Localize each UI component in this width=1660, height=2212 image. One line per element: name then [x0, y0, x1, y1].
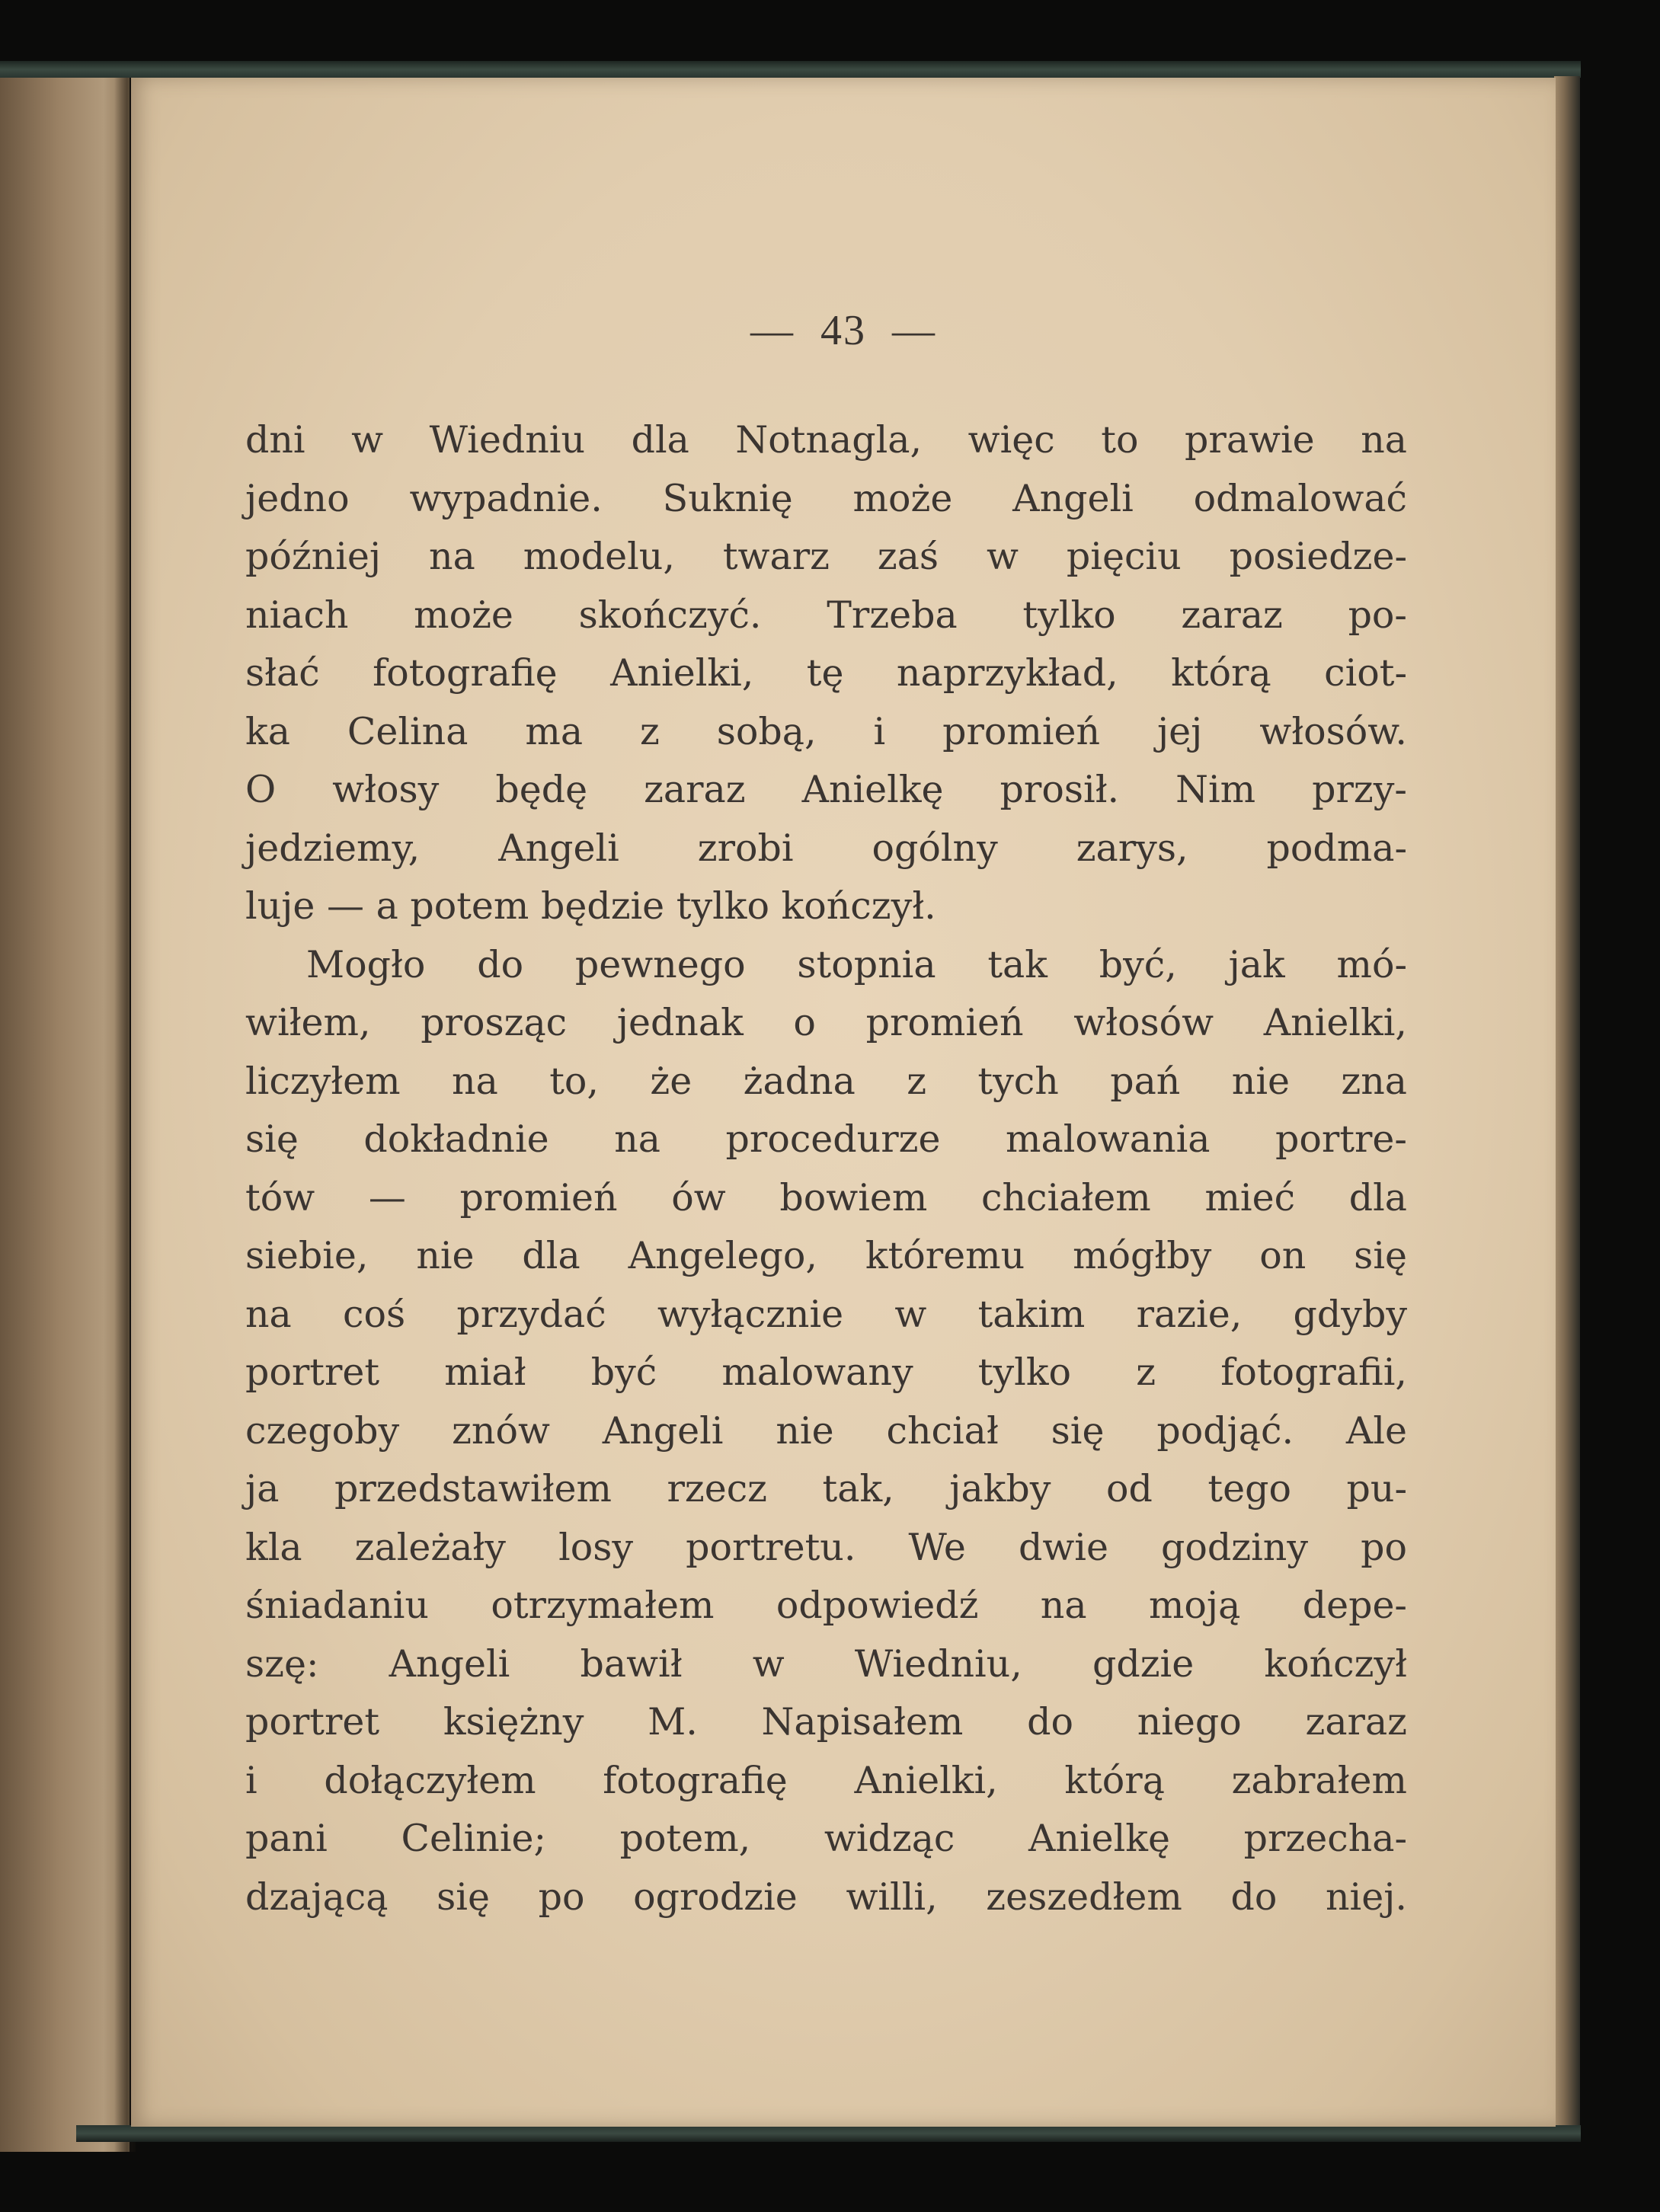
- text-line: się dokładnie na procedurze malowania portre-: [245, 1117, 1407, 1161]
- text-line: jedno wypadnie. Suknię może Angeli odmalować: [245, 476, 1407, 520]
- text-line: i dołączyłem fotografię Anielki, którą zabrałem: [245, 1758, 1407, 1802]
- text-line: szę: Angeli bawił w Wiedniu, gdzie kończył: [245, 1641, 1407, 1686]
- text-line: wiłem, prosząc jednak o promień włosów Anielki,: [245, 1001, 1407, 1044]
- text-line: liczyłem na to, że żadna z tych pań nie zna: [245, 1059, 1407, 1103]
- book-cover-top-edge: [0, 61, 1581, 78]
- book-page: [131, 78, 1556, 2127]
- page-number-dash-right: —: [892, 307, 936, 354]
- text-line: czegoby znów Angeli nie chciał się podjąć. Ale: [245, 1408, 1407, 1453]
- left-page-edge: [0, 72, 130, 2152]
- text-line: ka Celina ma z sobą, i promień jej włosów.: [245, 709, 1407, 753]
- text-line: dzającą się po ogrodzie willi, zeszedłem do niej.: [245, 1875, 1407, 1919]
- page-number-header: [131, 306, 1556, 355]
- text-line: luje — a potem będzie tylko kończył.: [245, 884, 936, 928]
- text-line: siebie, nie dla Angelego, któremu mógłby on się: [245, 1234, 1407, 1277]
- text-line: portret księżny M. Napisałem do niego zaraz: [245, 1700, 1407, 1744]
- text-line: pani Celinie; potem, widząc Anielkę przecha-: [245, 1817, 1407, 1860]
- body-text: [245, 411, 1407, 1926]
- text-line: słać fotografię Anielki, tę naprzykład, którą ciot-: [245, 651, 1407, 695]
- text-line: na coś przydać wyłącznie w takim razie, gdyby: [245, 1292, 1407, 1336]
- text-line: tów — promień ów bowiem chciałem mieć dla: [245, 1175, 1407, 1219]
- text-line: później na modelu, twarz zaś w pięciu posiedze-: [245, 535, 1407, 578]
- book-cover-bottom-edge: [76, 2125, 1581, 2142]
- text-line: jedziemy, Angeli zrobi ogólny zarys, podma-: [245, 826, 1407, 870]
- page-number-dash-left: —: [750, 307, 795, 354]
- text-line: śniadaniu otrzymałem odpowiedź na moją depe-: [245, 1584, 1407, 1627]
- text-line: Mogło do pewnego stopnia tak być, jak mó-: [306, 942, 1407, 986]
- text-line: kla zależały losy portretu. We dwie godziny po: [245, 1525, 1407, 1569]
- text-line: O włosy będę zaraz Anielkę prosił. Nim przy-: [245, 768, 1407, 811]
- text-line: portret miał być malowany tylko z fotografii,: [245, 1351, 1407, 1394]
- text-line: niach może skończyć. Trzeba tylko zaraz po-: [245, 593, 1407, 637]
- text-line: dni w Wiedniu dla Notnagla, więc to prawie na: [245, 418, 1407, 462]
- text-line: ja przedstawiłem rzecz tak, jakby od tego pu-: [245, 1467, 1407, 1510]
- page-number: 43: [820, 307, 866, 354]
- page-stack-right-edge: [1554, 76, 1580, 2133]
